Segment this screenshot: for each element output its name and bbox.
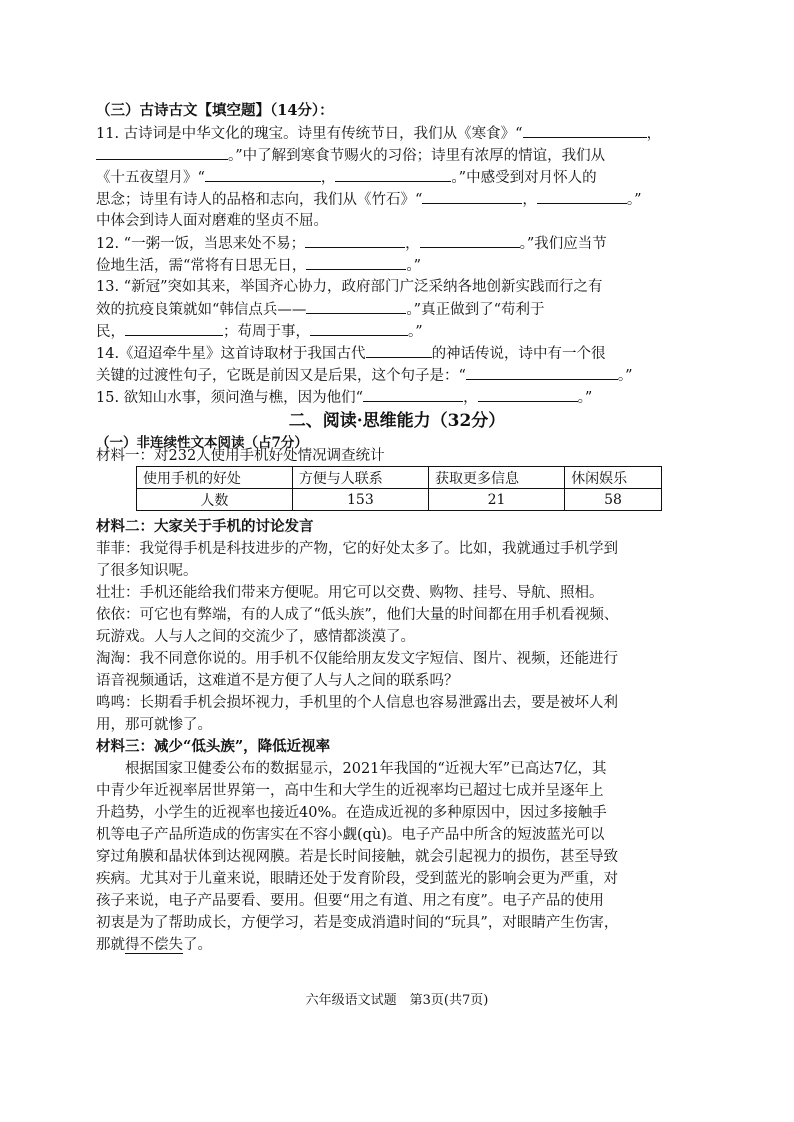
phone-benefits-table xyxy=(136,466,662,511)
article-line: 根据国家卫健委公布的数据显示，2021年我国的“近视大军”已高达7亿，其 xyxy=(96,761,607,777)
answer-blank[interactable] xyxy=(420,232,520,248)
question-12-line2: 俭地生活，需“常将有日思无日， 。” xyxy=(96,254,698,277)
article-line: 疾病。尤其对于儿童来说，眼睛还处于发育阶段，受到蓝光的影响会更为严重，对 xyxy=(96,871,618,887)
table-cell: 153 xyxy=(292,489,428,511)
material3-title: 材料三：减少“低头族”，降低近视率 xyxy=(96,738,331,755)
answer-blank[interactable] xyxy=(205,166,321,182)
question-12-line1: 12. “一粥一饭，当思来处不易； ， 。”我们应当节 xyxy=(96,232,698,255)
article-line: 升趋势，小学生的近视率也接近40%。在造成近视的多种原因中，因过多接触手 xyxy=(96,805,607,821)
question-13-line3: 民， ；苟周于事， 。” xyxy=(96,320,698,343)
question-13-line2: 效的抗疫良策就如“韩信点兵—— 。”真正做到了“苟利于 xyxy=(96,298,698,321)
answer-blank[interactable] xyxy=(523,122,647,138)
discussion-line: 语音视频通话，这难道不是方便了人与人之间的联系吗？ xyxy=(96,673,459,689)
answer-blank[interactable] xyxy=(422,188,522,204)
answer-blank[interactable] xyxy=(366,342,432,358)
answer-blank[interactable] xyxy=(478,386,578,402)
article-line: 初衷是为了帮助成长，方便学习，若是变成消遣时间的“玩具”，对眼睛产生伤害， xyxy=(96,915,619,931)
table-row-label: 人数 xyxy=(137,489,293,511)
material2-title: 材料二：大家关于手机的讨论发言 xyxy=(96,518,314,535)
question-15-line1: 15. 欲知山水事，须问渔与樵，因为他们“ ， 。” xyxy=(96,386,698,409)
answer-blank[interactable] xyxy=(305,232,405,248)
article-last-line: 那就得不偿失了。 xyxy=(96,937,212,953)
article-line: 孩子来说，电子产品要看、要用。但要“用之有道、用之有度”。电子产品的使用 xyxy=(96,893,604,909)
question-14-line2: 关键的过渡性句子，它既是前因又是后果，这个句子是：“ 。” xyxy=(96,364,698,387)
page-footer: 六年级语文试题 第3页(共7页) xyxy=(305,993,489,1008)
question-11-line3: 《十五夜望月》“ ， 。”中感受到对月怀人的 xyxy=(96,166,698,189)
discussion-line: 菲菲：我觉得手机是科技进步的产物，它的好处太多了。比如，我就通过手机学到 xyxy=(96,541,618,557)
answer-blank[interactable] xyxy=(310,320,408,336)
table-row xyxy=(137,489,662,511)
answer-blank[interactable] xyxy=(537,188,627,204)
subsection-nonlinear-text: （一）非连续性文本阅读（占7分） xyxy=(96,435,308,451)
article-line: 中青少年近视率居世界第一，高中生和大学生的近视率均已超过七成并呈逐年上 xyxy=(96,783,604,799)
discussion-line: 依依：可它也有弊端，有的人成了“低头族”，他们大量的时间都在用手机看视频、 xyxy=(96,607,619,623)
table-header-cell: 使用手机的好处 xyxy=(137,467,293,489)
answer-blank[interactable] xyxy=(335,166,451,182)
discussion-line: 用，那可就惨了。 xyxy=(96,717,212,733)
table-header-cell: 休闲娱乐 xyxy=(565,467,662,489)
table-header-row xyxy=(137,467,662,489)
question-11-line2: 。”中了解到寒食节赐火的习俗；诗里有浓厚的情谊，我们从 xyxy=(96,144,698,167)
question-11-line5: 中体会到诗人面对磨难的坚贞不屈。 xyxy=(96,213,328,229)
discussion-line: 了很多知识呢。 xyxy=(96,563,198,579)
article-line: 机等电子产品所造成的伤害实在不容小觑(qù)。电子产品中所含的短波蓝光可以 xyxy=(96,827,605,843)
question-14-line1: 14.《迢迢牵牛星》这首诗取材于我国古代 的神话传说，诗中有一个很 xyxy=(96,342,698,365)
answer-blank[interactable] xyxy=(96,144,228,160)
discussion-line: 壮壮：手机还能给我们带来方便呢。用它可以交费、购物、挂号、导航、照相。 xyxy=(96,585,604,601)
discussion-line: 淘淘：我不同意你说的。用手机不仅能给朋友发文字短信、图片、视频，还能进行 xyxy=(96,651,618,667)
answer-blank[interactable] xyxy=(306,298,406,314)
discussion-line: 鸣鸣：长期看手机会损坏视力，手机里的个人信息也容易泄露出去，要是被坏人利 xyxy=(96,695,618,711)
section3-header: （三）古诗古文【填空题】（14分）： xyxy=(96,102,334,119)
discussion-line: 玩游戏。人与人之间的交流少了，感情都淡漠了。 xyxy=(96,629,415,645)
section-reading-title: 二、阅读·思维能力（32分） xyxy=(288,411,506,431)
answer-blank[interactable] xyxy=(363,386,463,402)
article-line: 穿过角膜和晶状体到达视网膜。若是长时间接触，就会引起视力的损伤，甚至导致 xyxy=(96,849,618,865)
question-13-line1: 13. “新冠”突如其来，举国齐心协力，政府部门广泛采纳各地创新实践而行之有 xyxy=(96,279,603,295)
answer-blank[interactable] xyxy=(466,364,618,380)
table-cell: 21 xyxy=(428,489,564,511)
material1-title: 材料一：对232人使用手机好处情况调查统计 xyxy=(96,448,385,464)
answer-blank[interactable] xyxy=(125,320,223,336)
table-cell: 58 xyxy=(565,489,662,511)
table-header-cell: 获取更多信息 xyxy=(428,467,564,489)
answer-blank[interactable] xyxy=(306,254,406,270)
underlined-phrase: 得不偿失 xyxy=(125,937,183,953)
table-header-cell: 方便与人联系 xyxy=(292,467,428,489)
question-11-line4: 思念；诗里有诗人的品格和志向，我们从《竹石》“ ， 。” xyxy=(96,188,698,211)
question-11-line1: 11. 古诗词是中华文化的瑰宝。诗里有传统节日，我们从《寒食》“ ， xyxy=(96,122,698,145)
